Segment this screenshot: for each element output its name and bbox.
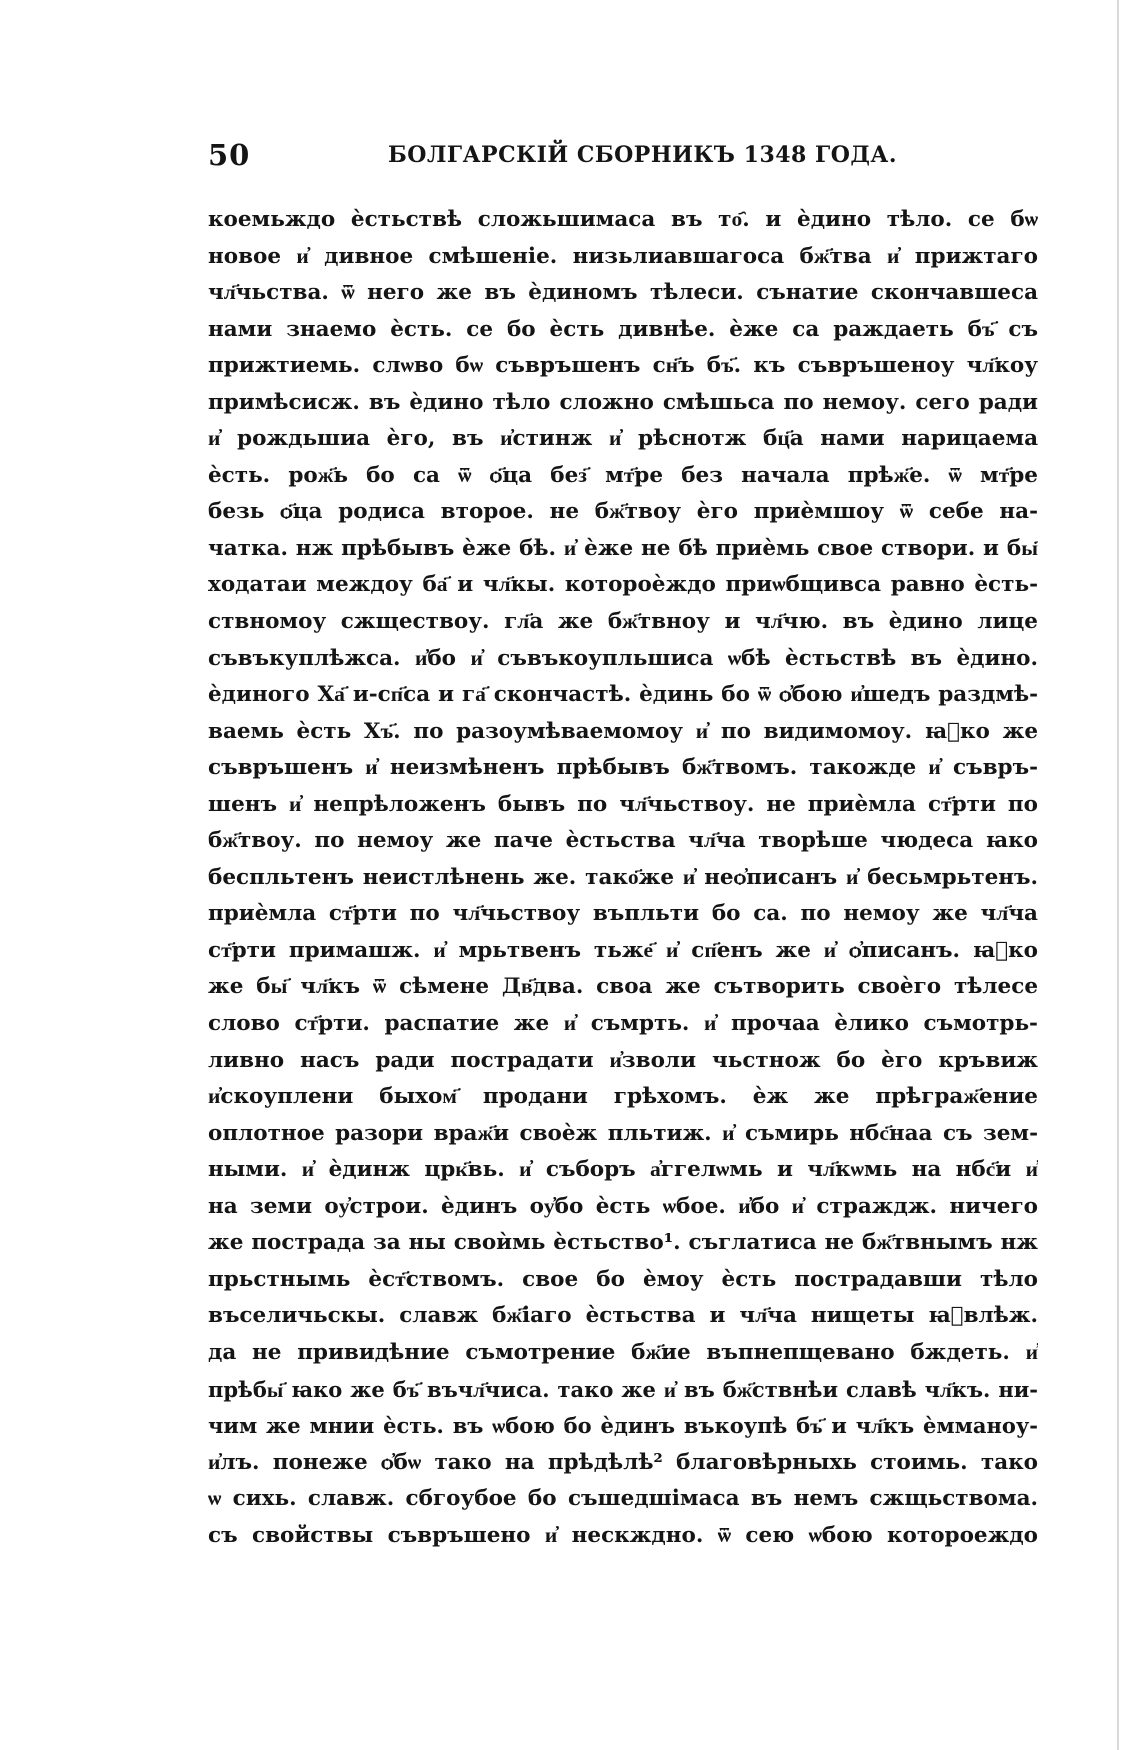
text-line: новое и҆ дивное смѣшеніе. низьлиавшагоса бж҃тва и҆ прижтаго <box>208 243 1038 269</box>
body-text <box>208 202 1038 1554</box>
text-line: и҆ рождьшиа ѐго, въ и҆стинж и҆ рѣснотж бц҃а нами нарицаема <box>208 426 1038 452</box>
text-line: ствномоу сжществоу. гл҃а же бж҃твноу и чл҃чю. въ ѐдино лице <box>208 609 1038 635</box>
text-line: ѐдиного Ха҃ и-сп҃са и га҃ скончастѣ. ѐдинь бо ѿ ѻ҆бою и҆шедъ раздмѣ- <box>208 682 1038 708</box>
page-number: 50 <box>208 138 251 172</box>
text-line: оплотное разори враж҃и своѐж пльтиж. и҆ съмирь нбс҃наа съ зем- <box>208 1120 1038 1146</box>
text-line: да не привидѣние съмотрение бж҃ие въпнепщевано бждеть. и҆ <box>208 1339 1038 1365</box>
text-line: безь ѻ҃ца родиса второе. не бж҃твоу ѐго приѐмшоу ѿ себе на- <box>208 499 1038 525</box>
text-line: чим же мнии ѐсть. въ ѡбою бо ѐдинъ въкоупѣ бъ҃ и чл҃къ ѐмманоу- <box>208 1413 1038 1439</box>
text-line: съ свойствы съвръшено и҆ нескждно. ѿ сею ѡбою котороеждо <box>208 1522 1038 1548</box>
text-line: нами знаемо ѐсть. се бо ѐсть дивнѣе. ѐже са раждаеть бъ҃ съ <box>208 316 1038 342</box>
text-line: прѣбы҃ ꙗко же бъ҃ въчл҃чиса. тако же и҆ въ бж҃ствнѣи славѣ чл҃къ. ни- <box>208 1376 1038 1402</box>
text-line: прьстнымь ѐст҃ствомъ. свое бо ѐмоу ѐсть пострадавши тѣло <box>208 1266 1038 1292</box>
text-line: ходатаи междоу ба҃ и чл҃кы. котороѐждо приѡбщивса равно ѐсть- <box>208 572 1038 598</box>
running-title: БОЛГАРСКІЙ СБОРНИКЪ 1348 ГОДА. <box>388 142 898 168</box>
text-line: съвъкуплѣжса. и҆бо и҆ съвъкоупльшиса ѡбѣ ѐстьствѣ въ ѐдино. <box>208 645 1038 671</box>
text-line: ѐсть. рож҃ь бо са ѿ ѻ҃ца без҃ мт҃ре без начала прѣж҃е. ѿ мт҃ре <box>208 462 1038 488</box>
text-line: съвръшенъ и҆ неизмѣненъ прѣбывъ бж҃твомъ. такожде и҆ съвръ- <box>208 755 1038 781</box>
text-line: прижтиемь. слѡво бѡ съвръшенъ сн҃ъ бъ҃. къ съвръшеноу чл҃коу <box>208 353 1038 379</box>
text-line: слово ст҃рти. распатие же и҆ съмрть. и҆ прочаа ѐлико съмотрь- <box>208 1011 1038 1037</box>
text-line: шенъ и҆ непрѣложенъ бывъ по чл҃чьствоу. не приѐмла ст҃рти по <box>208 791 1038 817</box>
text-line: примѣсисж. въ ѐдино тѣло сложно смѣшьса по немоу. сего ради <box>208 389 1038 415</box>
text-line: коемьждо ѐстьствѣ сложьшимаса въ то҄. и ѐдино тѣло. се бѡ <box>208 207 1038 232</box>
text-line: бж҃твоу. по немоу же паче ѐстьства чл҃ча творѣше чюдеса ꙗко <box>208 828 1038 854</box>
text-line: и҆лъ. понеже ѻ҆бѡ тако на прѣдѣлѣ² благовѣрныхь стоимь. тако <box>208 1449 1038 1475</box>
page-edge-line <box>1117 0 1119 1750</box>
text-line: ливно насъ ради пострадати и҆зволи чьстнож бо ѐго кръвиж <box>208 1047 1038 1073</box>
text-line: ваемь ѐсть Хъ҃. по разоумѣваемомоу и҆ по видимомоу. ꙗ҆ко же <box>208 718 1038 744</box>
text-line: на земи оу҆строи. ѐдинъ оу҆бо ѐсть ѡбое. и҆бо и҆ страждж. ничего <box>208 1193 1038 1219</box>
text-line: ѡ сихь. славж. сбгоубое бо съшедшімаса въ немъ сжщьствома. <box>208 1486 1038 1512</box>
text-line: и҆скоуплени быхом҃ продани грѣхомъ. ѐж же прѣграж҃ение <box>208 1084 1038 1110</box>
text-line: же пострада за ны своѝмь ѐстьство¹. съглатиса не бж҃твнымъ нж <box>208 1230 1038 1256</box>
text-line: ными. и҆ ѐдинж црк҃вь. и҆ съборъ а҆ггелѡмь и чл҃кѡмь на нбс҃и и҆ <box>208 1157 1038 1183</box>
text-line: чл҃чьства. ѿ него же въ ѐдиномъ тѣлеси. сънатие скончавшеса <box>208 280 1038 306</box>
text-line: беспльтенъ неистлѣнень же. тако҃же и҆ неѻ҆писанъ и҆ бесьмрьтенъ. <box>208 864 1038 890</box>
text-line: чатка. нж прѣбывъ ѐже бѣ. и҆ ѐже не бѣ приѐмь свое створи. и бы҃ <box>208 535 1038 561</box>
text-line: въселичьскы. славж бж҃іаго ѐстьства и чл҃ча нищеты ꙗ҆влѣж. <box>208 1303 1038 1329</box>
text-line: же бы҃ чл҃къ ѿ сѣмене Дв҃два. своа же сътворить своѐго тѣлесе <box>208 974 1038 1000</box>
text-line: ст҃рти примашж. и҆ мрьтвенъ тьже҃ и҆ сп҃енъ же и҆ ѻ҆писанъ. ꙗ҆ко <box>208 937 1038 963</box>
text-line: приѐмла ст҃рти по чл҃чьствоу въпльти бо са. по немоу же чл҃ча <box>208 901 1038 927</box>
page-header <box>208 138 1038 178</box>
